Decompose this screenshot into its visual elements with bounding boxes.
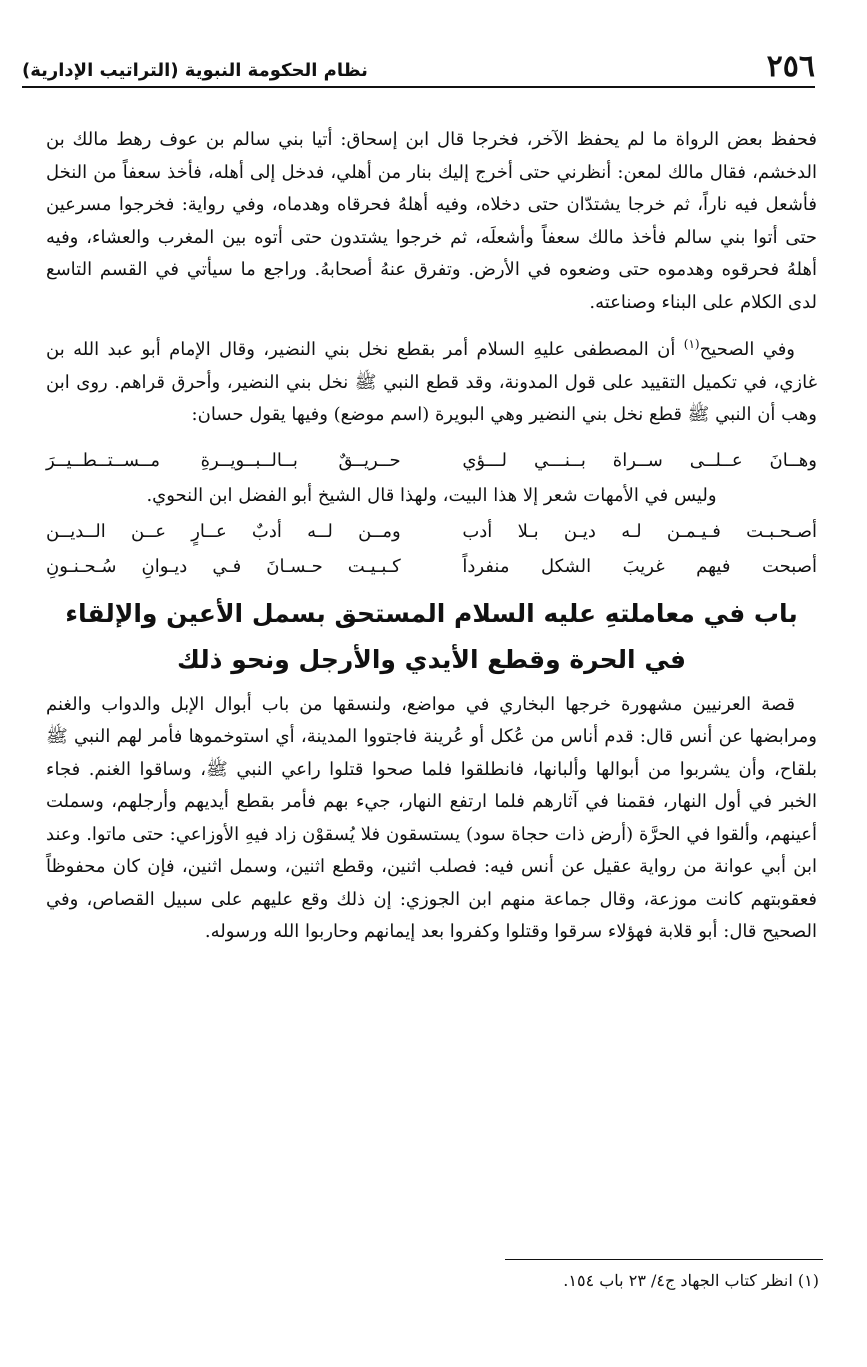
verse-2-second-hemistich: ومــن لــه أدبٌ عــارٍ عــن الــديــن (46, 520, 401, 542)
section-title-line-2: في الحرة وقطع الأيدي والأرجل ونحو ذلك (177, 644, 686, 674)
page-number: ٢٥٦ (766, 49, 815, 84)
paragraph-2-start: وفي الصحيح (699, 339, 795, 360)
header-rule (22, 86, 815, 88)
running-title: نظام الحكومة النبوية (التراتيب الإدارية) (22, 60, 368, 81)
footnote-reference: (١) (683, 337, 700, 351)
paragraph-2 (46, 328, 817, 432)
verse-3-first-hemistich: أصبحت فيهم غريبَ الشكل منفرداً (462, 555, 817, 577)
verse-3-second-hemistich: كـبـيـت حـسـانَ فـي ديـوانِ سُـحـنـونِ (46, 555, 401, 577)
verse-1-second-hemistich: حــريــقٌ بــالــبــويــرةِ مــســتــطــيــرَ (46, 449, 401, 471)
section-heading (46, 591, 817, 683)
verse-line-3 (46, 550, 817, 583)
page-header (22, 50, 815, 90)
footnote: (١) انظر كتاب الجهاد ج٤/ ٢٣ باب ١٥٤. (563, 1271, 819, 1290)
paragraph-gap (46, 319, 817, 328)
footnote-rule (505, 1259, 823, 1260)
page-body (46, 124, 817, 949)
verse-line-1 (46, 444, 817, 477)
paragraph-2-rest: أن المصطفى عليهِ السلام أمر بقطع نخل بني النضير، وقال الإمام أبو عبد الله بن غازي، في تكميل التقييد على قول المدونة، وقد قطع النبي ﷺ نخل بني النضير، وأحرق قراهم. روى ابن وهب أن النبي ﷺ قطع نخل بني النضير وهي البويرة (اسم موضع) وفيها يقول حسان: (46, 339, 817, 425)
paragraph-3: وليس في الأمهات شعر إلا هذا البيت، ولهذا قال الشيخ أبو الفضل ابن النحوي. (146, 484, 717, 506)
verse-2-first-hemistich: أصـحـبـت فـيـمـن لـه ديـن بـلا أدب (462, 520, 817, 542)
verse-1-first-hemistich: وهــانَ عــلــى ســراة بــنـــي لـــؤي (462, 449, 817, 471)
section-title-line-1: باب في معاملتهِ عليه السلام المستحق بسمل الأعين والإلقاء (65, 598, 798, 628)
verse-line-2 (46, 515, 817, 548)
paragraph-4: قصة العرنيين مشهورة خرجها البخاري في مواضع، ولنسقها من باب أبوال الإبل والدواب والغنم ومرابضها عن أنس قال: قدم أناس من عُكل أو عُرينة فاجتووا المدينة، أي استوخموها فأمر لهم النبي ﷺ بلقاح، وأن يشربوا من أبوالها وألبانها، فانطلقوا فلما صحوا قتلوا راعي النبي ﷺ، وساقوا الغنم. فجاء الخبر في أول النهار، فقمنا في آثارهم فلما ارتفع النهار، جيء بهم فأمر بقطع أيديهم وأرجلهم، وسملت أعينهم، وألقوا في الحرَّة (أرض ذات حجاة سود) يستسقون فلا يُسقوْن زاد فيهِ الأوزاعي: حتى ماتوا. وعند ابن أبي عوانة من رواية عقيل عن أنس فيه: فصلب اثنين، وقطع اثنين، وسمل اثنين، فإن كان محفوظاً فعقوبتهم كانت موزعة، وقال جماعة منهم ابن الجوزي: إن ذلك وقع عليهم على سبيل القصاص، وفي الصحيح قال: أبو قلابة فهؤلاء سرقوا وقتلوا وكفروا بعد إيمانهم وحاربوا الله ورسوله. (46, 693, 817, 942)
paragraph-1: فحفظ بعض الرواة ما لم يحفظ الآخر، فخرجا قال ابن إسحاق: أتيا بني سالم بن عوف رهط مالك بن الدخشم، فقال مالك لمعن: أنظرني حتى أخرج إليك بنار من أهلي، فدخل إلى أهله، فأخذ سعفاً من النخل فأشعل فيه ناراً، ثم خرجا يشتدّان حتى دخلاه، وفيه أهلهُ فحرقاه وهدماه، وفي رواية: فخرجوا مسرعين حتى أتوا بني سالم فأخذ مالك سعفاً وأشعلَه، ثم خرجوا يشتدون حتى أتوه بين المغرب والعشاء، وفيه أهلهُ فحرقوه وهدموه حتى وضعوه في الأرض. وتفرق عنهُ أصحابهُ. وراجع ما سيأتي في القسم التاسع لدى الكلام على البناء وصناعته. (46, 129, 817, 313)
